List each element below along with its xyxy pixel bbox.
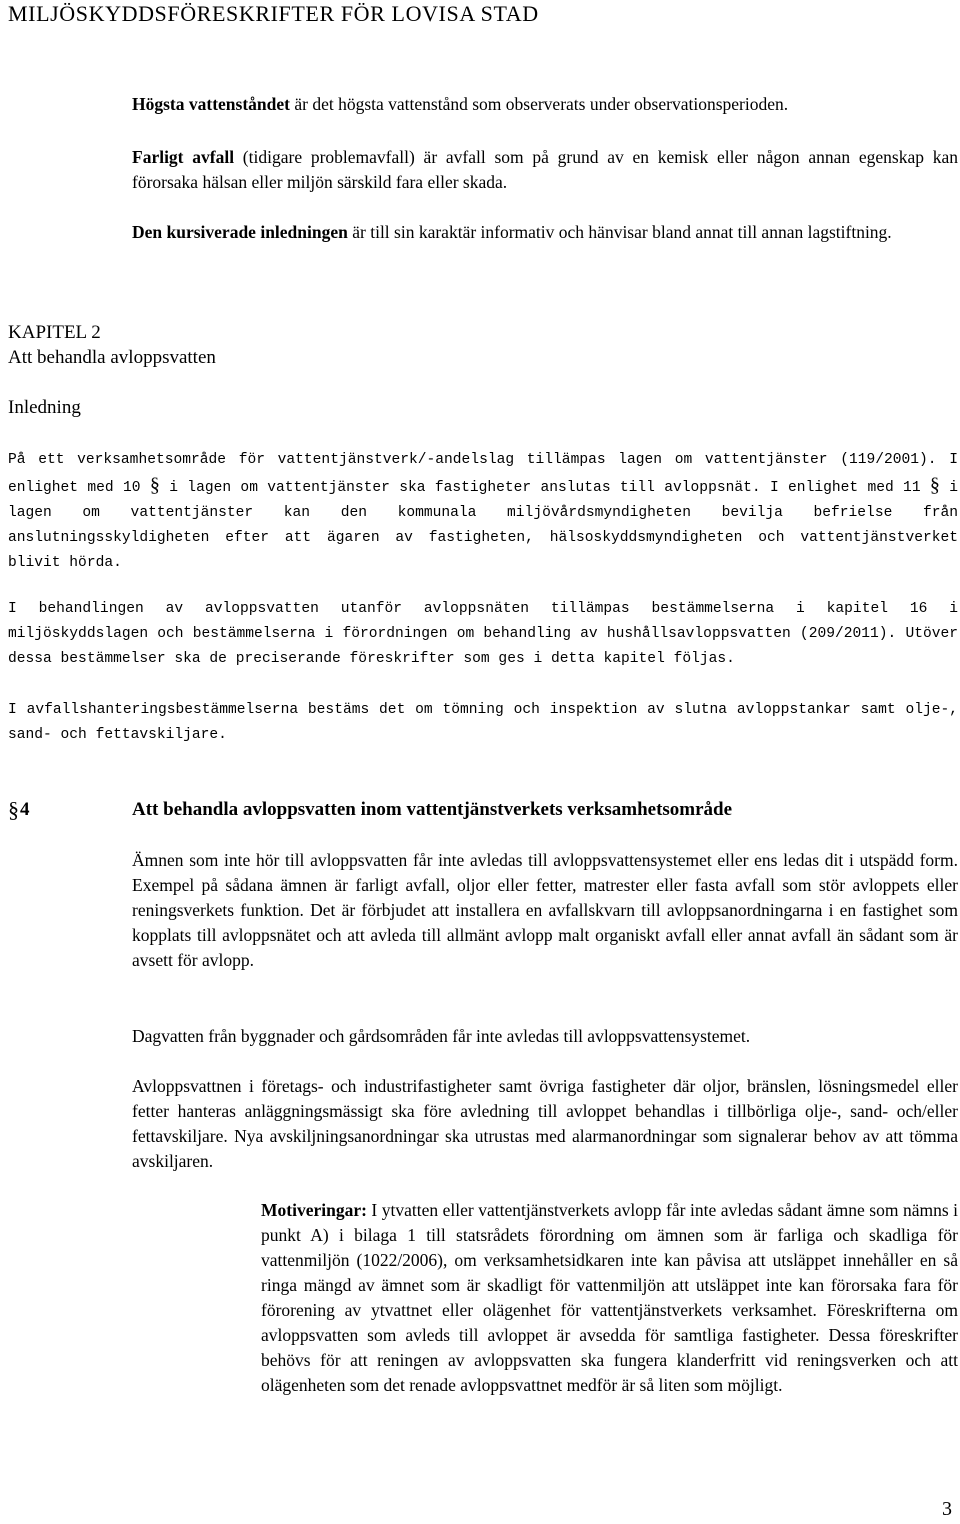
section-number: 4 bbox=[20, 799, 30, 820]
motivation-text: I ytvatten eller vattentjänstverkets avlopp får inte avledas sådant ämne som nämns i punkt A) i bilaga 1 till statsrådets förordning om ämnen som är farliga och skadliga för vattenmiljön (1022/2006), om verksamhetsidkaren inte kan påvisa att utsläppet innehåller en så ringa mängd av ämnet som är skadligt för vattenmiljön att utsläppet inte kan förorsaka fara för förorening av ytvattnet eller olägenhet för vattentjänstverkets verksamhet. Föreskrifterna om avloppsvatten som avleds till avloppet är avsedda för samtliga fastigheter. Dessa föreskrifter behövs för att reningen av avloppsvatten ska fungera klanderfritt vid reningsverken och att olägenheten som det renade avloppsvattnet medför är så liten som möjligt. bbox=[261, 1200, 958, 1395]
intro-heading: Inledning bbox=[8, 397, 81, 418]
definition-term: Högsta vattenståndet bbox=[132, 94, 290, 114]
section-paragraph-2: Dagvatten från byggnader och gårdsområden får inte avledas till avloppsvattensystemet. bbox=[132, 1026, 751, 1046]
intro-paragraph-2: I behandlingen av avloppsvatten utanför avloppsnäten tillämpas bestämmelserna i kapitel 16 i miljöskyddslagen och bestämmelserna i förordningen om behandling av hushållsavloppsvatten (209/2011). Utöver dessa bestämmelser ska de preciserande föreskrifter som ges i detta kapitel följas. bbox=[8, 601, 958, 667]
paragraph-sign: § bbox=[929, 474, 940, 496]
motivation-label: Motiveringar: bbox=[261, 1200, 367, 1220]
definition-hazardous-waste bbox=[132, 145, 958, 195]
chapter-title: Att behandla avloppsvatten bbox=[8, 347, 216, 368]
intro-paragraph-3: I avfallshanteringsbestämmelserna bestäms det om tömning och inspektion av slutna avloppstankar samt olje-, sand- och fettavskiljare. bbox=[8, 702, 958, 743]
section-title: Att behandla avloppsvatten inom vattentjänstverkets verksamhetsområde bbox=[132, 799, 733, 820]
section-paragraph-1: Ämnen som inte hör till avloppsvatten får inte avledas till avloppsvattensystemet eller ens ledas dit i utspädd form. Exempel på sådana ämnen är farligt avfall, oljor eller fetter, matrester eller fasta avfall som stör avloppets eller reningsverkets funktion. Det är förbjudet att installera en avfallskvarn till avloppsanordningarna i en fastighet som kopplats till avloppsnätet och att avleda till allmänt avlopp malt organiskt avfall eller annat avfall än sådant som är avsett för avlopp. bbox=[132, 850, 958, 970]
definition-term: Farligt avfall bbox=[132, 147, 235, 167]
section-sign: § bbox=[8, 797, 19, 822]
paragraph-sign: § bbox=[149, 474, 160, 496]
definition-italic-intro bbox=[132, 220, 958, 245]
definition-text: är till sin karaktär informativ och hänvisar bland annat till annan lagstiftning. bbox=[347, 222, 892, 242]
intro-paragraph-1: På ett verksamhetsområde för vattentjänstverk/-andelslag tillämpas lagen om vattentjänster (119/2001). I enlighet med 10 § i lagen om vattentjänster ska fastigheter anslutas till avloppsnät. I enlighet med 11 § i lagen om vattentjänster kan den kommunala miljövårdsmyndigheten bevilja befrielse från anslutningsskyldigheten efter att ägaren av fastigheten, hälsoskyddsmyndigheten och vattentjänstverket blivit hörda. bbox=[8, 452, 959, 571]
definition-highest-water-level bbox=[132, 92, 958, 117]
definition-text: (tidigare problemavfall) är avfall som på grund av en kemisk eller någon annan egenskap kan förorsaka hälsan eller miljön särskild fara eller skada. bbox=[132, 147, 959, 192]
page-header-title: MILJÖSKYDDSFÖRESKRIFTER FÖR LOVISA STAD bbox=[8, 1, 539, 26]
page-number: 3 bbox=[942, 1498, 952, 1520]
definition-term: Den kursiverade inledningen bbox=[132, 222, 348, 242]
definition-text: är det högsta vattenstånd som observerats under observationsperioden. bbox=[289, 94, 789, 114]
motivation-block bbox=[261, 1198, 958, 1398]
chapter-label: KAPITEL 2 bbox=[8, 322, 101, 343]
section-paragraph-3: Avloppsvattnen i företags- och industrifastigheter samt övriga fastigheter där oljor, bränslen, lösningsmedel eller fetter hanteras anläggningsmässigt ska före avledning till avloppet behandlas i tillbörliga olje-, sand- och/eller fettavskiljare. Nya avskiljningsanordningar ska utrustas med alarmanordningar som signalerar behov av att tömma avskiljaren. bbox=[132, 1076, 958, 1171]
